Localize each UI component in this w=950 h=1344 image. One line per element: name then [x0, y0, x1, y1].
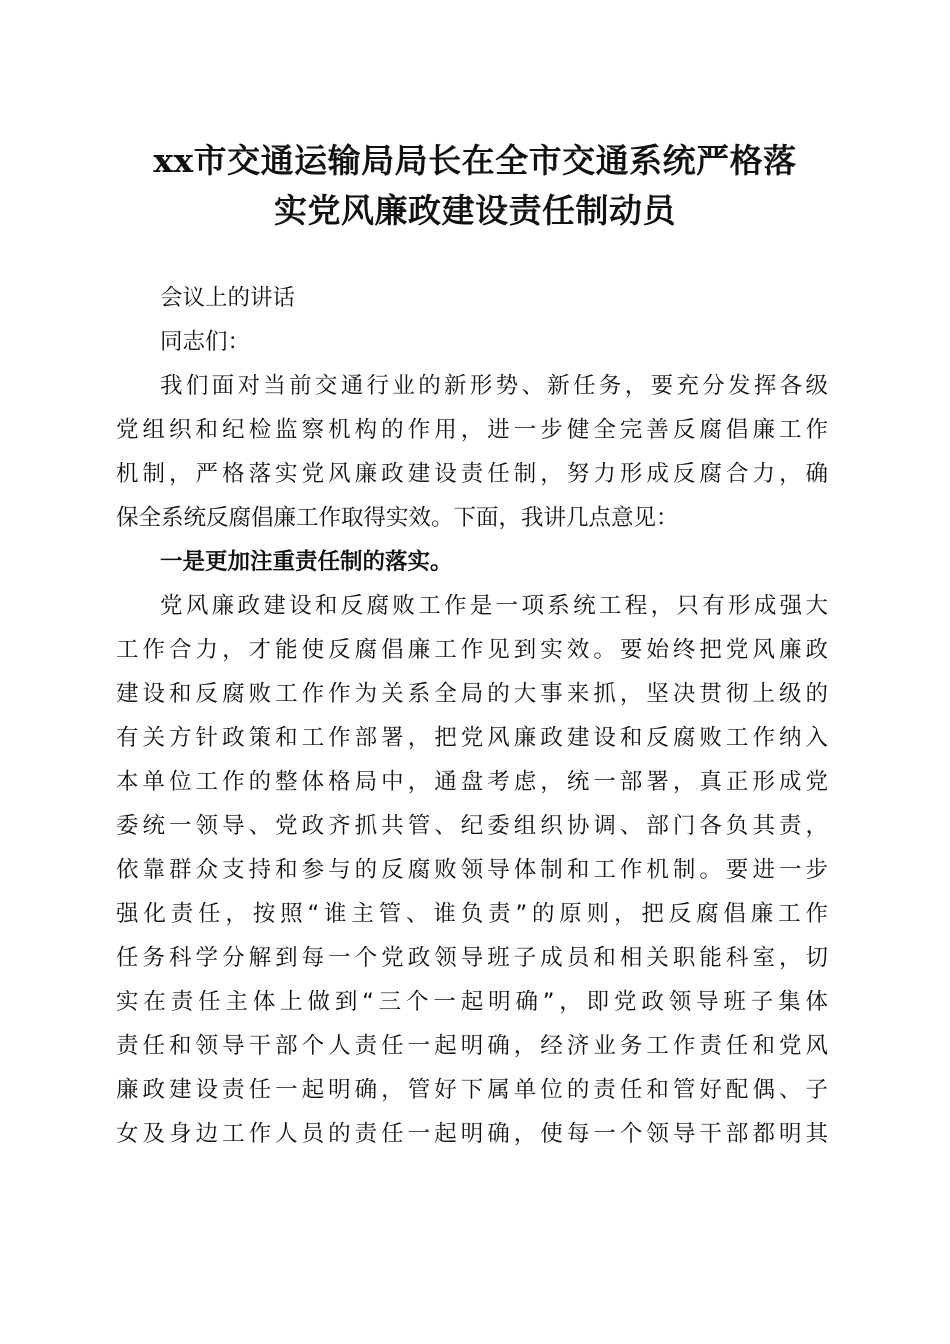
- paragraph-line: 有关方针政策和工作部署，把党风廉政建设和反腐败工作纳入: [116, 725, 828, 751]
- paragraph-line: 责任和领导干部个人责任一起明确，经济业务工作责任和党风: [116, 1033, 828, 1059]
- paragraph-line: 委统一领导、党政齐抓共管、纪委组织协调、部门各负其责，: [116, 813, 828, 839]
- section-heading: 一是更加注重责任制的落实。: [160, 549, 453, 575]
- salutation: 同志们：: [160, 329, 251, 355]
- title-line-2: 实党风廉政建设责任制动员: [274, 191, 676, 230]
- document-title: [100, 136, 850, 236]
- document-body: [116, 276, 828, 1156]
- title-line-1: xx市交通运输局局长在全市交通系统严格落: [153, 141, 797, 180]
- paragraph-line: 任务科学分解到每一个党政领导班子成员和相关职能科室，切: [116, 945, 828, 971]
- paragraph-line: 强化责任，按照“谁主管、谁负责”的原则，把反腐倡廉工作: [116, 901, 828, 927]
- paragraph-line: 党组织和纪检监察机构的作用，进一步健全完善反腐倡廉工作: [116, 417, 828, 443]
- paragraph-line: 廉政建设责任一起明确，管好下属单位的责任和管好配偶、子: [116, 1077, 828, 1103]
- paragraph-line: 女及身边工作人员的责任一起明确，使每一个领导干部都明其: [116, 1121, 828, 1147]
- subtitle-continuation: 会议上的讲话: [160, 285, 296, 311]
- paragraph-line: 党风廉政建设和反腐败工作是一项系统工程，只有形成强大: [160, 593, 828, 619]
- paragraph-line: 机制，严格落实党风廉政建设责任制，努力形成反腐合力，确: [116, 461, 828, 487]
- paragraph-line: 依靠群众支持和参与的反腐败领导体制和工作机制。要进一步: [116, 857, 828, 883]
- paragraph-line: 本单位工作的整体格局中，通盘考虑，统一部署，真正形成党: [116, 769, 828, 795]
- paragraph-line: 建设和反腐败工作作为关系全局的大事来抓，坚决贯彻上级的: [116, 681, 828, 707]
- paragraph-line: 工作合力，才能使反腐倡廉工作见到实效。要始终把党风廉政: [116, 637, 828, 663]
- paragraph-line: 我们面对当前交通行业的新形势、新任务，要充分发挥各级: [160, 373, 828, 399]
- paragraph-line: 保全系统反腐倡廉工作取得实效。下面，我讲几点意见：: [116, 505, 679, 531]
- paragraph-line: 实在责任主体上做到“三个一起明确”，即党政领导班子集体: [116, 989, 828, 1015]
